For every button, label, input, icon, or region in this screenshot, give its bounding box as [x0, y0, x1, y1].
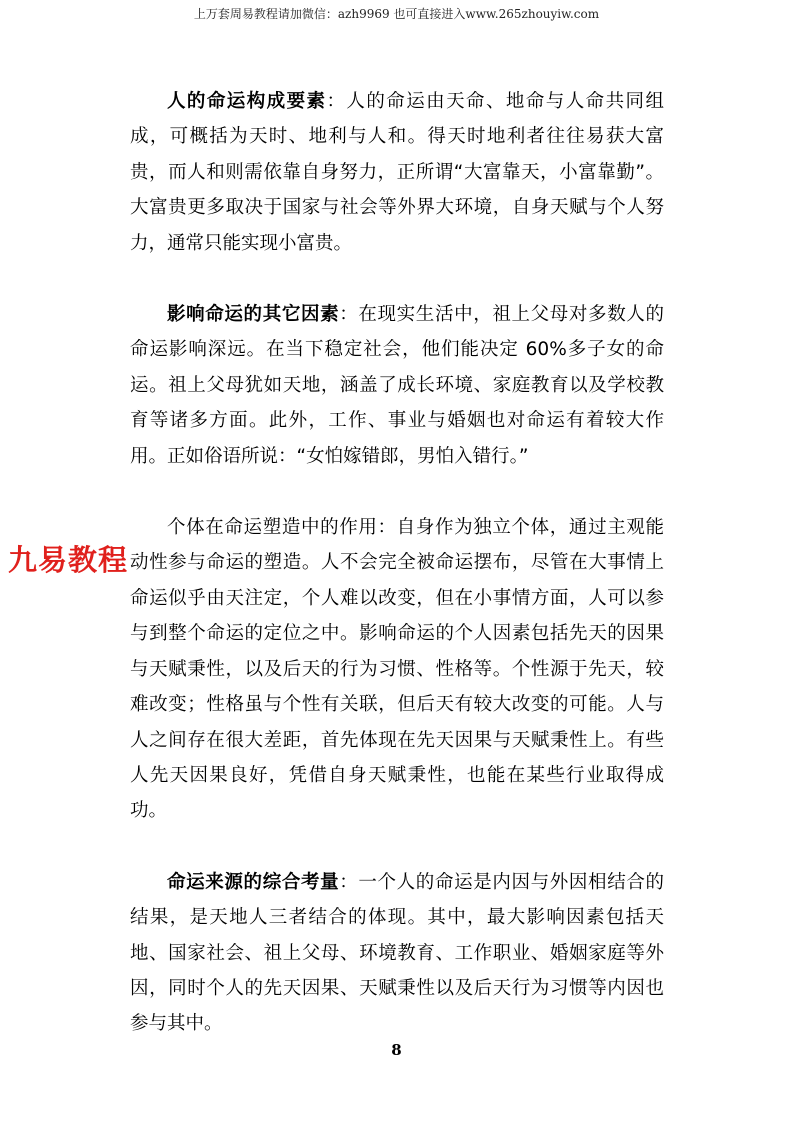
paragraph-text: 个体在命运塑造中的作用：自身作为独立个体，通过主观能动性参与命运的塑造。人不会完全被命运摆布，尽管在大事情上命运似乎由天注定，个人难以改变，但在小事情方面，人可以参与到整个命运的定位之中。影响命运的个人因素包括先天的因果与天赋秉性，以及后天的行为习惯、性格等。个性源于先天，较难改变；性格虽与个性有关联，但后天有较大改变的可能。人与人之间存在很大差距，首先体现在先天因果与天赋秉性上。有些人先天因果良好，凭借自身天赋秉性，也能在某些行业取得成功。: [130, 517, 664, 822]
paragraph-heading: 影响命运的其它因素: [167, 304, 340, 326]
page-number: 8: [391, 1041, 402, 1059]
paragraph-heading: 人的命运构成要素: [167, 91, 327, 112]
paragraph-text: ：人的命运由天命、地命与人命共同组成，可概括为天时、地利与人和。得天时地利者往往易获大富贵，而人和则需依靠自身努力，正所谓“大富靠天，小富靠勤”。大富贵更多取决于国家与社会等外界大环境，自身天赋与个人努力，通常只能实现小富贵。: [130, 91, 664, 254]
document-body: [130, 84, 664, 1042]
paragraph-composition: [130, 84, 664, 261]
paragraph-heading: 命运来源的综合考量: [167, 871, 340, 893]
paragraph-comprehensive: [130, 865, 664, 1042]
paragraph-text: ：在现实生活中，祖上父母对多数人的命运影响深远。在当下稳定社会，他们能决定 60%多子女的命运。祖上父母犹如天地，涵盖了成长环境、家庭教育以及学校教育等诸多方面。此外，工作、事业与婚姻也对命运有着较大作用。正如俗语所说：“女怕嫁错郎，男怕入错行。”: [130, 304, 664, 467]
paragraph-text: ：一个人的命运是内因与外因相结合的结果，是天地人三者结合的体现。其中，最大影响因素包括天地、国家社会、祖上父母、环境教育、工作职业、婚姻家庭等外因，同时个人的先天因果、天赋秉性以及后天行为习惯等内因也参与其中。: [130, 871, 664, 1035]
watermark-logo: 九易教程: [8, 543, 129, 577]
paragraph-individual-role: [130, 510, 664, 829]
page-header: 上万套周易教程请加微信：azh9969 也可直接进入www.265zhouyiw.com: [193, 7, 600, 21]
paragraph-other-factors: [130, 297, 664, 474]
